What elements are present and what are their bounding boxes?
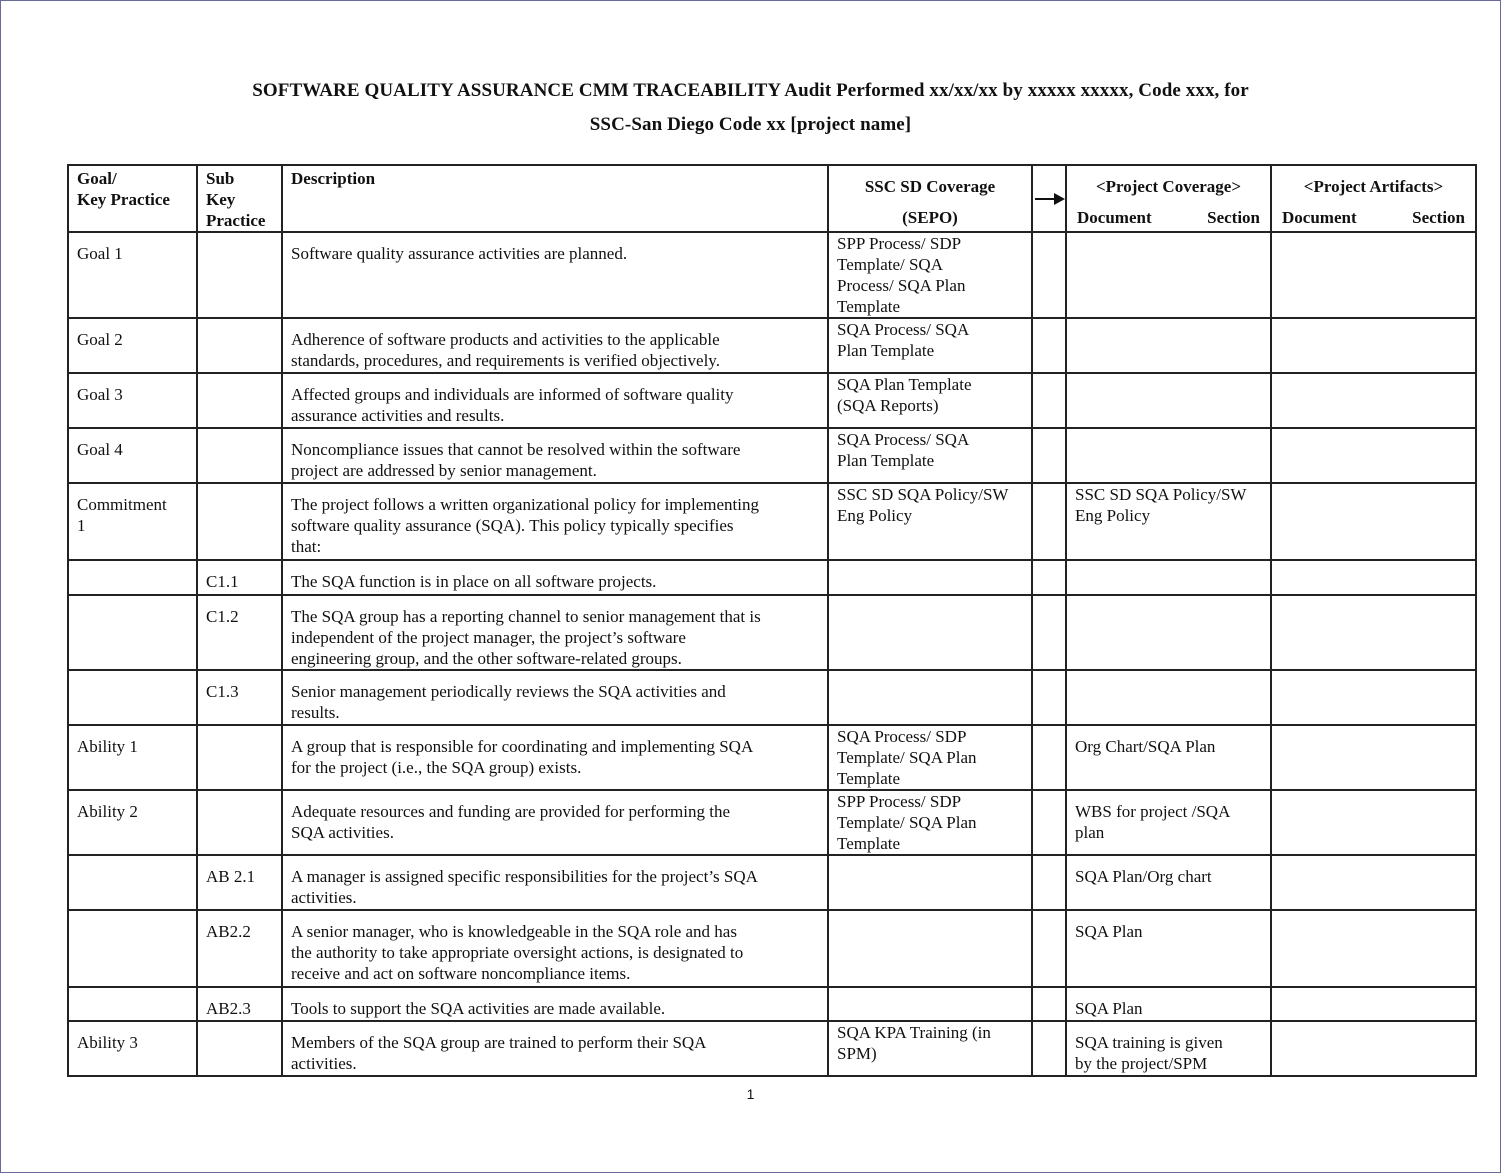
project-coverage-cell (1066, 725, 1271, 790)
arrow-spacer-cell (1032, 670, 1066, 725)
arrow-spacer-cell (1032, 987, 1066, 1021)
project-coverage-cell (1066, 910, 1271, 987)
description-text: Members of the SQA group are trained to perform their SQA activities. (291, 1033, 707, 1073)
arrow-spacer-cell (1032, 483, 1066, 560)
coverage-cell (828, 595, 1032, 670)
coverage-cell (828, 318, 1032, 373)
project-coverage-cell (1066, 483, 1271, 560)
coverage-text: SPP Process/ SDP Template/ SQA Plan Template (837, 792, 977, 853)
coverage-cell (828, 670, 1032, 725)
arrow-spacer-cell (1032, 560, 1066, 595)
goal-cell (68, 910, 197, 987)
coverage-text: SQA Process/ SDP Template/ SQA Plan Template (837, 727, 977, 788)
header-artifacts-section: Section (1412, 208, 1465, 227)
table-row (68, 483, 1476, 560)
goal-text: Ability 2 (77, 802, 138, 821)
arrow-right-icon (1034, 192, 1066, 206)
description-text: Noncompliance issues that cannot be resolved within the software project are addressed by senior management. (291, 440, 741, 480)
goal-text: Goal 2 (77, 330, 123, 349)
arrow-spacer-cell (1032, 1021, 1066, 1076)
description-text: Senior management periodically reviews the SQA activities and results. (291, 682, 726, 722)
project-artifacts-cell (1271, 373, 1476, 428)
description-text: The SQA group has a reporting channel to senior management that is independent of the project manager, the project’s software engineering group, and the other software-related groups. (291, 607, 761, 668)
description-cell (282, 987, 828, 1021)
sub-key-cell (197, 318, 282, 373)
table-row (68, 318, 1476, 373)
coverage-cell (828, 725, 1032, 790)
coverage-text: SPP Process/ SDP Template/ SQA Process/ SQA Plan Template (837, 234, 966, 316)
project-artifacts-cell (1271, 725, 1476, 790)
header-coverage-sub: (SEPO) (902, 208, 958, 227)
goal-cell (68, 670, 197, 725)
project-coverage-cell (1066, 987, 1271, 1021)
project-coverage-text: SSC SD SQA Policy/SW Eng Policy (1075, 485, 1247, 525)
header-project-artifacts-label: <Project Artifacts> (1303, 177, 1444, 196)
header-sub-label: Sub Key Practice (206, 169, 266, 230)
table-row (68, 428, 1476, 483)
description-cell (282, 790, 828, 855)
project-coverage-text: WBS for project /SQA plan (1075, 802, 1231, 842)
project-coverage-cell (1066, 560, 1271, 595)
goal-cell (68, 428, 197, 483)
project-artifacts-cell (1271, 987, 1476, 1021)
coverage-text: SSC SD SQA Policy/SW Eng Policy (837, 485, 1009, 525)
header-goal-label: Goal/ Key Practice (77, 169, 170, 209)
header-project-artifacts (1271, 165, 1476, 232)
arrow-spacer-cell (1032, 373, 1066, 428)
description-text: Adherence of software products and activities to the applicable standards, procedures, and requirements is verified objectively. (291, 330, 720, 370)
goal-cell (68, 725, 197, 790)
sub-key-text: C1.3 (206, 682, 239, 701)
description-cell (282, 1021, 828, 1076)
goal-cell (68, 318, 197, 373)
coverage-cell (828, 910, 1032, 987)
description-cell (282, 428, 828, 483)
coverage-cell (828, 855, 1032, 910)
goal-cell (68, 855, 197, 910)
goal-cell (68, 987, 197, 1021)
sub-key-text: AB 2.1 (206, 867, 256, 886)
project-coverage-cell (1066, 1021, 1271, 1076)
project-coverage-text: SQA Plan/Org chart (1075, 867, 1212, 886)
description-text: Tools to support the SQA activities are made available. (291, 999, 666, 1018)
description-cell (282, 595, 828, 670)
coverage-cell (828, 790, 1032, 855)
description-cell (282, 483, 828, 560)
description-cell (282, 725, 828, 790)
goal-text: Ability 1 (77, 737, 138, 756)
table-row (68, 232, 1476, 318)
description-text: Adequate resources and funding are provided for performing the SQA activities. (291, 802, 731, 842)
header-sub (197, 165, 282, 232)
description-text: Software quality assurance activities are planned. (291, 244, 628, 263)
arrow-spacer-cell (1032, 428, 1066, 483)
header-description-label: Description (291, 169, 376, 188)
sub-key-text: C1.1 (206, 572, 239, 591)
description-cell (282, 910, 828, 987)
table-row (68, 373, 1476, 428)
project-artifacts-cell (1271, 428, 1476, 483)
sub-key-cell (197, 790, 282, 855)
project-coverage-cell (1066, 670, 1271, 725)
header-arrow-cell (1032, 165, 1066, 232)
table-row (68, 560, 1476, 595)
arrow-spacer-cell (1032, 790, 1066, 855)
table-row (68, 855, 1476, 910)
header-goal (68, 165, 197, 232)
traceability-table (67, 164, 1477, 1077)
project-artifacts-cell (1271, 910, 1476, 987)
arrow-spacer-cell (1032, 855, 1066, 910)
project-coverage-cell (1066, 428, 1271, 483)
document-title: SOFTWARE QUALITY ASSURANCE CMM TRACEABILITY Audit Performed xx/xx/xx by xxxxx xxxxx, Code xxx, for (252, 80, 1249, 101)
goal-text: Goal 4 (77, 440, 123, 459)
sub-key-cell (197, 232, 282, 318)
sub-key-cell (197, 595, 282, 670)
project-artifacts-cell (1271, 595, 1476, 670)
header-description (282, 165, 828, 232)
table-row (68, 790, 1476, 855)
goal-text: Commitment 1 (77, 495, 167, 535)
project-artifacts-cell (1271, 670, 1476, 725)
description-cell (282, 560, 828, 595)
project-artifacts-cell (1271, 483, 1476, 560)
table-row (68, 910, 1476, 987)
coverage-text: SQA Process/ SQA Plan Template (837, 320, 970, 360)
goal-cell (68, 1021, 197, 1076)
header-coverage-section: Section (1207, 208, 1260, 227)
description-text: A group that is responsible for coordinating and implementing SQA for the project (i.e., the SQA group) exists. (291, 737, 754, 777)
description-text: The project follows a written organizational policy for implementing software quality assurance (SQA). This policy typically specifies that: (291, 495, 759, 556)
sub-key-cell (197, 428, 282, 483)
project-artifacts-cell (1271, 560, 1476, 595)
header-coverage (828, 165, 1032, 232)
document-subtitle: SSC-San Diego Code xx [project name] (589, 114, 912, 135)
goal-cell (68, 232, 197, 318)
coverage-cell (828, 428, 1032, 483)
table-row (68, 987, 1476, 1021)
arrow-spacer-cell (1032, 910, 1066, 987)
goal-cell (68, 790, 197, 855)
coverage-cell (828, 560, 1032, 595)
goal-text: Goal 3 (77, 385, 123, 404)
description-cell (282, 855, 828, 910)
goal-text: Ability 3 (77, 1033, 138, 1052)
description-cell (282, 670, 828, 725)
sub-key-text: C1.2 (206, 607, 239, 626)
arrow-spacer-cell (1032, 595, 1066, 670)
sub-key-cell (197, 670, 282, 725)
description-text: A manager is assigned specific responsibilities for the project’s SQA activities. (291, 867, 758, 907)
project-artifacts-cell (1271, 790, 1476, 855)
table-row (68, 725, 1476, 790)
sub-key-text: AB2.2 (206, 922, 251, 941)
header-artifacts-document: Document (1282, 208, 1357, 227)
project-coverage-cell (1066, 855, 1271, 910)
coverage-cell (828, 373, 1032, 428)
table-row (68, 1021, 1476, 1076)
project-coverage-cell (1066, 595, 1271, 670)
project-artifacts-cell (1271, 318, 1476, 373)
coverage-text: SQA Process/ SQA Plan Template (837, 430, 970, 470)
table-row (68, 595, 1476, 670)
arrow-spacer-cell (1032, 725, 1066, 790)
project-artifacts-cell (1271, 1021, 1476, 1076)
project-artifacts-cell (1271, 855, 1476, 910)
coverage-cell (828, 232, 1032, 318)
table-row (68, 670, 1476, 725)
arrow-spacer-cell (1032, 232, 1066, 318)
sub-key-cell (197, 910, 282, 987)
arrow-spacer-cell (1032, 318, 1066, 373)
coverage-cell (828, 483, 1032, 560)
project-coverage-cell (1066, 790, 1271, 855)
coverage-text: SQA KPA Training (in SPM) (837, 1023, 991, 1063)
goal-cell (68, 373, 197, 428)
header-coverage-label: SSC SD Coverage (864, 177, 996, 196)
project-coverage-text: Org Chart/SQA Plan (1075, 737, 1216, 756)
description-text: The SQA function is in place on all software projects. (291, 572, 657, 591)
description-cell (282, 318, 828, 373)
description-cell (282, 232, 828, 318)
goal-cell (68, 560, 197, 595)
header-row (68, 165, 1476, 232)
coverage-cell (828, 1021, 1032, 1076)
sub-key-cell (197, 560, 282, 595)
goal-cell (68, 595, 197, 670)
sub-key-cell (197, 373, 282, 428)
sub-key-text: AB2.3 (206, 999, 251, 1018)
description-text: A senior manager, who is knowledgeable in the SQA role and has the authority to take appropriate oversight actions, is designated to receive and act on software noncompliance items. (291, 922, 744, 983)
sub-key-cell (197, 855, 282, 910)
project-coverage-cell (1066, 232, 1271, 318)
sub-key-cell (197, 1021, 282, 1076)
sub-key-cell (197, 725, 282, 790)
coverage-cell (828, 987, 1032, 1021)
sub-key-cell (197, 987, 282, 1021)
sub-key-cell (197, 483, 282, 560)
page-number: 1 (746, 1086, 755, 1102)
goal-cell (68, 483, 197, 560)
header-project-coverage (1066, 165, 1271, 232)
header-coverage-document: Document (1077, 208, 1152, 227)
coverage-text: SQA Plan Template (SQA Reports) (837, 375, 972, 415)
goal-text: Goal 1 (77, 244, 123, 263)
header-project-coverage-label: <Project Coverage> (1095, 177, 1242, 196)
description-cell (282, 373, 828, 428)
project-coverage-cell (1066, 373, 1271, 428)
project-coverage-cell (1066, 318, 1271, 373)
project-coverage-text: SQA training is given by the project/SPM (1075, 1033, 1223, 1073)
project-artifacts-cell (1271, 232, 1476, 318)
description-text: Affected groups and individuals are informed of software quality assurance activities and results. (291, 385, 734, 425)
project-coverage-text: SQA Plan (1075, 922, 1143, 941)
project-coverage-text: SQA Plan (1075, 999, 1143, 1018)
